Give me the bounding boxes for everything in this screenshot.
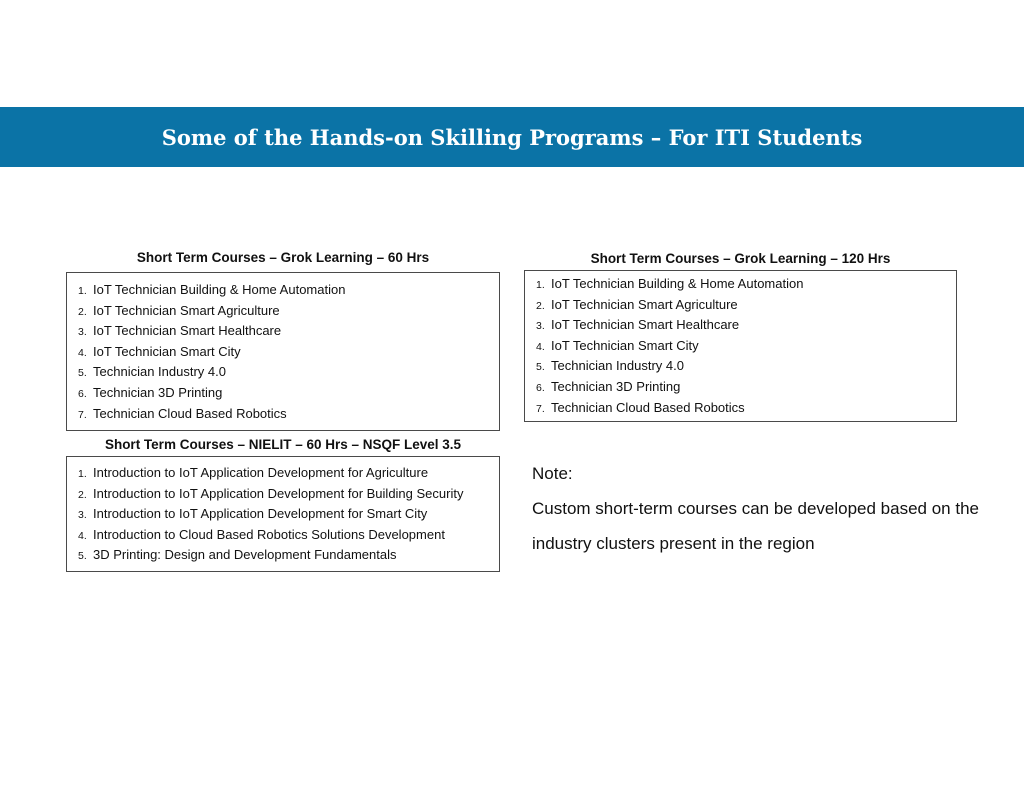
course-name: Introduction to IoT Application Development for Agriculture (93, 465, 429, 480)
list-item (78, 323, 499, 344)
course-name: Technician Cloud Based Robotics (93, 405, 287, 421)
list-item (78, 547, 499, 568)
course-list-grok-60 (78, 282, 499, 426)
course-name: Introduction to Cloud Based Robotics Solutions Development (93, 526, 445, 542)
course-name: Technician Industry 4.0 (93, 364, 226, 380)
note-label: Note: (532, 464, 573, 483)
list-item (78, 486, 499, 507)
course-box-grok-60 (66, 272, 500, 431)
list-item (78, 506, 499, 527)
list-item (536, 379, 956, 400)
list-item (78, 364, 499, 385)
item-number: 6. (536, 381, 545, 394)
course-name: Technician 3D Printing (551, 378, 681, 394)
course-name: Technician 3D Printing (93, 384, 223, 400)
list-item (536, 400, 956, 421)
course-name: IoT Technician Building & Home Automation (551, 276, 804, 291)
section-heading-grok-60: Short Term Courses – Grok Learning – 60 Hrs (136, 250, 430, 265)
list-item (78, 465, 499, 486)
course-name: IoT Technician Building & Home Automation (93, 282, 346, 297)
item-number: 4. (536, 340, 545, 353)
note-text: Custom short-term courses can be developed based on the industry clusters present in the region (532, 499, 979, 553)
item-number: 1. (536, 279, 545, 291)
course-name: Technician Cloud Based Robotics (551, 399, 745, 415)
item-number: 7. (78, 408, 87, 421)
course-name: IoT Technician Smart City (551, 337, 699, 353)
item-number: 2. (78, 488, 87, 501)
course-name: IoT Technician Smart Healthcare (551, 317, 740, 333)
item-number: 6. (78, 387, 87, 400)
page-title: Some of the Hands-on Skilling Programs – For ITI Students (161, 124, 863, 150)
title-banner (0, 107, 1024, 167)
course-list-grok-120 (536, 276, 956, 420)
item-number: 5. (78, 550, 87, 563)
list-item (536, 317, 956, 338)
item-number: 2. (536, 299, 545, 312)
item-number: 4. (78, 529, 87, 542)
item-number: 3. (78, 509, 87, 522)
item-number: 5. (536, 361, 545, 374)
list-item (78, 303, 499, 324)
item-number: 3. (536, 320, 545, 333)
course-name: IoT Technician Smart Healthcare (93, 323, 282, 339)
list-item (78, 406, 499, 427)
list-item (78, 282, 499, 303)
item-number: 1. (78, 468, 87, 480)
course-name: IoT Technician Smart City (93, 343, 241, 359)
list-item (78, 344, 499, 365)
item-number: 4. (78, 346, 87, 359)
note-block (532, 456, 1002, 561)
item-number: 2. (78, 305, 87, 318)
course-box-nielit (66, 456, 500, 572)
item-number: 7. (536, 402, 545, 415)
course-name: Introduction to IoT Application Development for Smart City (93, 506, 428, 522)
section-heading-nielit: Short Term Courses – NIELIT – 60 Hrs – NSQF Level 3.5 (104, 437, 462, 452)
list-item (536, 276, 956, 297)
course-name: IoT Technician Smart Agriculture (93, 302, 280, 318)
item-number: 3. (78, 326, 87, 339)
course-name: IoT Technician Smart Agriculture (551, 296, 738, 312)
list-item (536, 297, 956, 318)
course-list-nielit (78, 465, 499, 568)
list-item (536, 338, 956, 359)
section-heading-grok-120: Short Term Courses – Grok Learning – 120 Hrs (590, 251, 891, 266)
list-item (78, 527, 499, 548)
course-name: 3D Printing: Design and Development Fundamentals (93, 547, 397, 563)
list-item (536, 358, 956, 379)
course-name: Introduction to IoT Application Development for Building Security (93, 485, 464, 501)
course-box-grok-120 (524, 270, 957, 422)
course-name: Technician Industry 4.0 (551, 358, 684, 374)
item-number: 5. (78, 367, 87, 380)
item-number: 1. (78, 285, 87, 297)
list-item (78, 385, 499, 406)
